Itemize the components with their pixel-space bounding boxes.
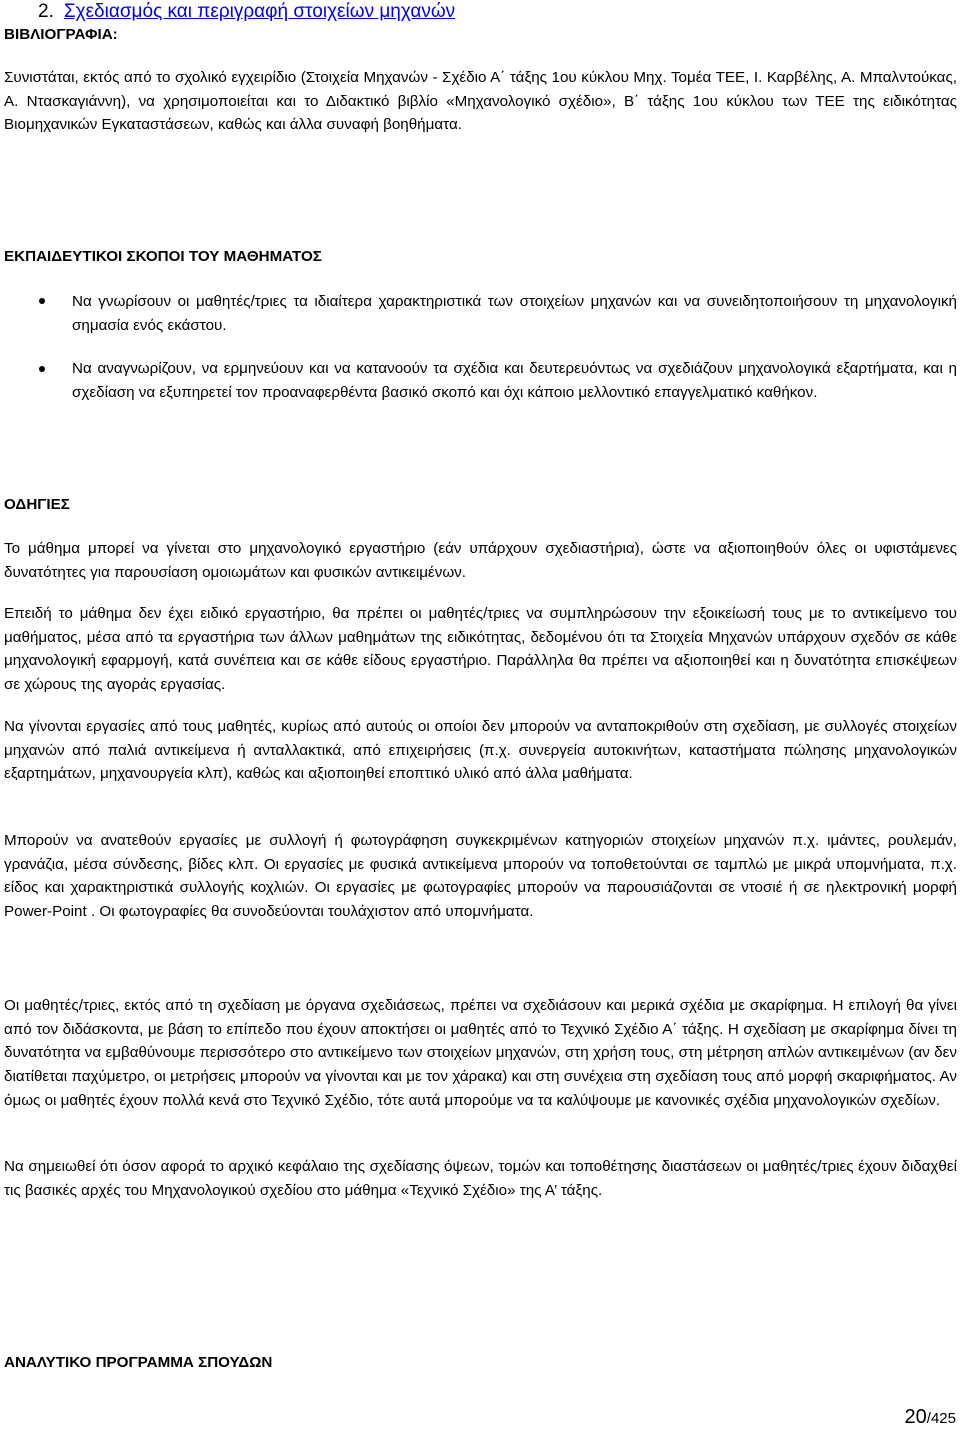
instructions-paragraph-2: Επειδή το μάθημα δεν έχει ειδικό εργαστήριο, θα πρέπει οι μαθητές/τριες να συμπληρώσουν την εξοικείωσή τους με το αντικείμενο του μαθήματος, μέσα από τα εργαστήρια των άλλων μαθημάτων της ειδικότητας, δεδομένου ότι τα Στοιχεία Μηχανών υπάρχουν σχεδόν σε κάθε μηχανολογική εφαρμογή, κατά συνέπεια και σε κάθε είδους εργαστήριο. Παράλληλα θα πρέπει να αξιοποιηθεί και η δυνατότητα επισκέψεων σε χώρους της αγοράς εργασίας.	[4, 605, 957, 694]
objective-item-1: Να γνωρίσουν οι μαθητές/τριες τα ιδιαίτερα χαρακτηριστικά των στοιχείων μηχανών και να συνειδητοποιήσουν τη μηχανολογική σημασία ενός εκάστου.	[72, 293, 957, 334]
instructions-paragraph-3: Να γίνονται εργασίες από τους μαθητές, κυρίως από αυτούς οι οποίοι δεν μπορούν να ανταποκριθούν στη σχεδίαση, με συλλογές στοιχείων μηχανών από παλιά αντικείμενα ή ανταλλακτικά, από επιχειρήσεις (π.χ. συνεργεία αυτοκινήτων, καταστήματα πώλησης μηχανολογικών εξαρτημάτων, μηχανουργεία κλπ), καθώς και αξιοποιηθεί εποπτικό υλικό από άλλα μαθήματα.	[4, 718, 957, 783]
objective-item-2: Να αναγνωρίζουν, να ερμηνεύουν και να κατανοούν τα σχέδια και δευτερευόντως να σχεδιάζουν μηχανολογικά εξαρτήματα, και η σχεδίαση να εξυπηρετεί τον προαναφερθέντα βασικό σκοπό και όχι κάποιο μελλοντικό επαγγελματικό καθήκον.	[72, 360, 957, 401]
section-title-link[interactable]: Σχεδιασμός και περιγραφή στοιχείων μηχανών	[63, 1, 456, 22]
instructions-title: ΟΔΗΓΙΕΣ	[4, 496, 70, 513]
page-number	[905, 1405, 956, 1431]
page-current: 20	[904, 1406, 927, 1428]
instructions-paragraph-1: Το μάθημα μπορεί να γίνεται στο μηχανολογικό εργαστήριο (εάν υπάρχουν σχεδιαστήρια), ώστε να αξιοποιηθούν όλες οι υφιστάμενες δυνατότητες για παρουσίαση ομοιωμάτων και φυσικών αντικειμένων.	[4, 540, 957, 581]
bullet-icon	[39, 366, 45, 372]
instructions-paragraph-6: Να σημειωθεί ότι όσον αφορά το αρχικό κεφάλαιο της σχεδίασης όψεων, τομών και τοποθέτησης διαστάσεων οι μαθητές/τριες έχουν διδαχθεί τις βασικές αρχές του Μηχανολογικού σχεδίου στο μάθημα «Τεχνικό Σχέδιο» της Α’ τάξης.	[4, 1158, 957, 1199]
instructions-paragraph-4: Μπορούν να ανατεθούν εργασίες με συλλογή ή φωτογράφηση συγκεκριμένων κατηγοριών στοιχείων μηχανών π.χ. ιμάντες, ρουλεμάν, γρανάζια, μέσα σύνδεσης, βίδες κλπ. Οι εργασίες με φυσικά αντικείμενα μπορούν να τοποθετούνται σε ταμπλώ με μικρά υπομνήματα, π.χ. είδος και χαρακτηριστικά συλλογής κοχλιών. Οι εργασίες με φωτογραφίες μπορούν να παρουσιάζονται σε ντοσιέ ή σε ηλεκτρονική μορφή Power-Point . Οι φωτογραφίες θα συνοδεύονται τουλάχιστον από υπομνήματα.	[4, 832, 957, 921]
page-total: /425	[926, 1410, 956, 1427]
objectives-title: ΕΚΠΑΙΔΕΥΤΙΚΟΙ ΣΚΟΠΟΙ ΤΟΥ ΜΑΘΗΜΑΤΟΣ	[4, 248, 322, 265]
bullet-icon	[39, 298, 45, 304]
section-number: 2.	[38, 1, 54, 22]
instructions-paragraph-5: Οι μαθητές/τριες, εκτός από τη σχεδίαση με όργανα σχεδιάσεως, πρέπει να σχεδιάσουν και μερικά σχέδια με σκαρίφημα. Η επιλογή θα γίνει από τον διδάσκοντα, με βάση το επίπεδο που έχουν αποκτήσει οι μαθητές από το Τεχνικό Σχέδιο Α΄ τάξης. Η σχεδίαση με σκαρίφημα δίνει τη δυνατότητα να εμβαθύνουμε περισσότερο στο αντικείμενο των στοιχείων μηχανών, στη χρήση τους, στη μέτρηση απλών αντικειμένων (αν δεν διατίθεται παχύμετρο, οι μετρήσεις μπορούν να γίνονται και με τον χάρακα) και στη συνέχεια στη σχεδίαση τους από μορφή σκαριφήματος. Αν όμως οι μαθητές έχουν πολλά κενά στο Τεχνικό Σχέδιο, τότε αυτά μπορούμε να τα καλύψουμε με κανονικές σχέδια μηχανολογικών σχεδίων.	[4, 997, 957, 1109]
program-title: ΑΝΑΛΥΤΙΚΟ ΠΡΟΓΡΑΜΜΑ ΣΠΟΥΔΩΝ	[4, 1354, 273, 1371]
section-heading	[38, 0, 455, 24]
bibliography-text: Συνιστάται, εκτός από το σχολικό εγχειρίδιο (Στοιχεία Μηχανών - Σχέδιο Α΄ τάξης 1ου κύκλου Μηχ. Τομέα ΤΕΕ, Ι. Καρβέλης, Α. Μπαλντούκας, Α. Ντασκαγιάννη), να χρησιμοποιείται και το Διδακτικό βιβλίο «Μηχανολογικό σχέδιο», Β΄ τάξης 1ου κύκλου των ΤΕΕ της ειδικότητας Βιομηχανικών Εγκαταστάσεων, καθώς και άλλα συναφή βοηθήματα.	[4, 69, 957, 134]
bibliography-label: ΒΙΒΛΙΟΓΡΑΦΙΑ:	[4, 26, 118, 43]
